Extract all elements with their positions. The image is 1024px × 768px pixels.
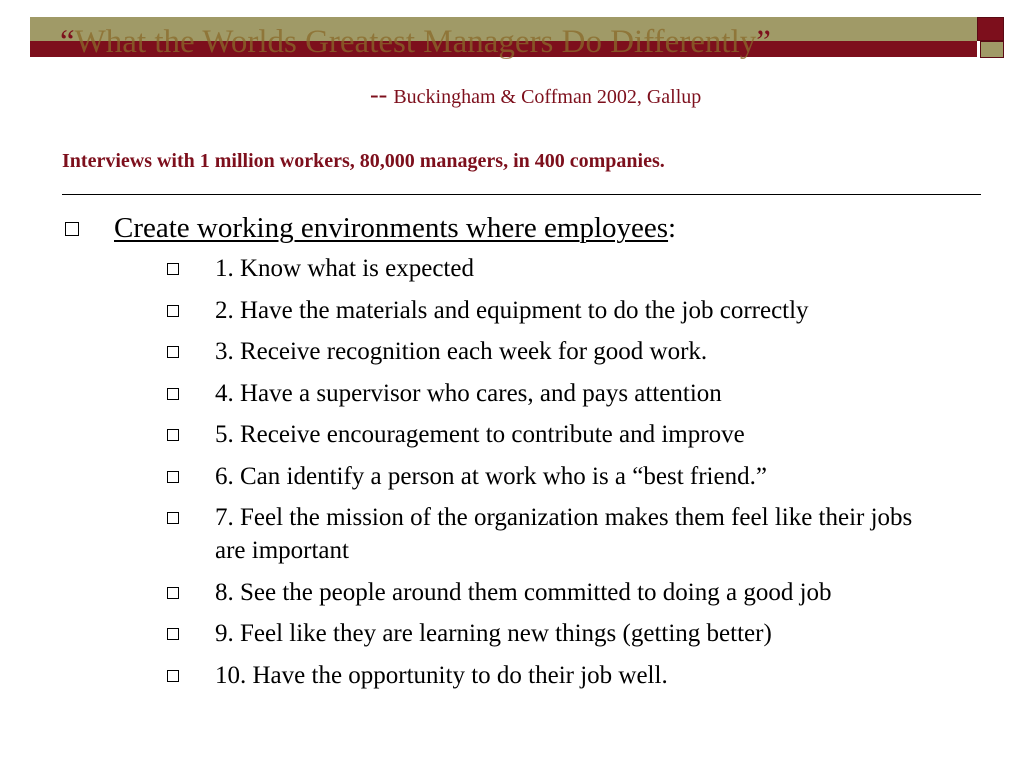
hollow-square-bullet-icon (167, 263, 179, 275)
hollow-square-bullet-icon (167, 471, 179, 483)
list-item-text: 8. See the people around them committed to doing a good job (215, 578, 832, 606)
employee-needs-list (164, 252, 964, 700)
hollow-square-bullet-icon (167, 346, 179, 358)
hollow-square-bullet-icon (65, 222, 79, 236)
list-item (164, 335, 964, 368)
list-item-text: 5. Receive encouragement to contribute and improve (215, 421, 745, 448)
list-item-text: 1. Know what is expected (215, 255, 474, 282)
list-item-text: 7. Feel the mission of the organization makes them feel like their jobs are important (215, 504, 913, 564)
list-item (164, 294, 964, 327)
list-item (164, 501, 964, 567)
attribution-line (370, 80, 701, 110)
attribution-dashes: -- (370, 80, 388, 109)
list-item-text: 6. Can identify a person at work who is a “best friend.” (215, 462, 767, 490)
title-close-quote: ” (756, 24, 771, 60)
main-bullet-underlined: Create working environments where employees (114, 212, 669, 244)
slide-subtitle: Interviews with 1 million workers, 80,000 managers, in 400 companies. (62, 150, 665, 172)
main-bullet-text (114, 208, 676, 248)
title-open-quote: “ (60, 24, 75, 60)
list-item (164, 576, 964, 609)
list-item (164, 460, 964, 493)
list-item-text: 4. Have a supervisor who cares, and pays attention (215, 379, 722, 407)
title-text: What the Worlds Greatest Managers Do Differently (74, 24, 757, 60)
list-item-text: 9. Feel like they are learning new things (getting better) (215, 620, 772, 647)
hollow-square-bullet-icon (167, 587, 179, 599)
list-item (164, 418, 964, 451)
list-item (164, 659, 964, 692)
attribution-text: Buckingham & Coffman 2002, Gallup (393, 86, 702, 108)
list-item-text: 10. Have the opportunity to do their job well. (215, 661, 668, 689)
divider-line (62, 194, 981, 195)
hollow-square-bullet-icon (167, 628, 179, 640)
list-item (164, 252, 964, 285)
corner-square-inner-decoration (980, 41, 1004, 58)
list-item-text: 2. Have the materials and equipment to do the job correctly (215, 296, 809, 324)
slide-title (60, 22, 771, 62)
hollow-square-bullet-icon (167, 670, 179, 682)
hollow-square-bullet-icon (167, 388, 179, 400)
corner-square-decoration (977, 17, 1004, 41)
hollow-square-bullet-icon (167, 305, 179, 317)
list-item (164, 377, 964, 410)
hollow-square-bullet-icon (167, 429, 179, 441)
list-item-text: 3. Receive recognition each week for good work. (215, 338, 708, 365)
list-item (164, 617, 964, 650)
main-bullet-suffix: : (668, 212, 677, 244)
hollow-square-bullet-icon (167, 512, 179, 524)
